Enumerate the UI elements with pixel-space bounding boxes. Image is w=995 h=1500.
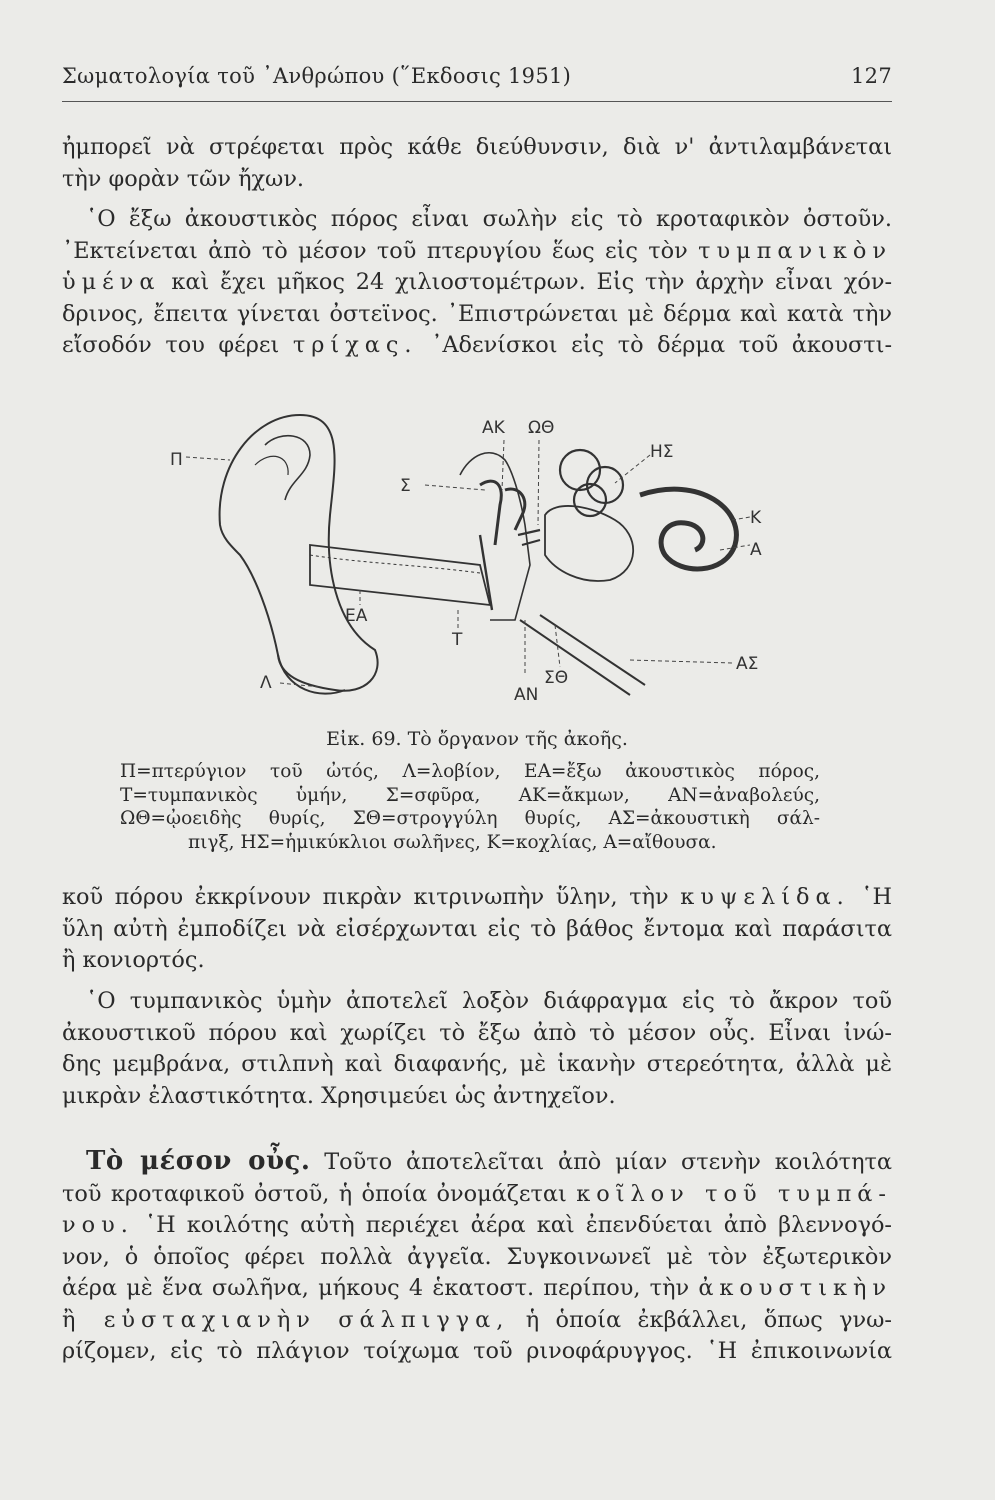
- text-line: [62, 882, 892, 914]
- text-run: ἀέρα μὲ ἕνα σωλῆνα, μήκους 4 ἑκατοστ. περίπου, τὴν: [62, 1275, 690, 1301]
- text-run: ᾿Εκτείνεται ἀπὸ τὸ μέσον τοῦ πτερυγίου ἕως εἰς τὸν: [62, 237, 688, 264]
- text-line: ῾Ο τυμπανικὸς ὑμὴν ἀποτελεῖ λοξὸν διάφραγμα εἰς τὸ ἄκρον τοῦ: [86, 988, 892, 1014]
- section-heading: Τὸ μέσον οὖς.: [86, 1146, 311, 1176]
- figure-caption: Εἰκ. 69. Τὸ ὄργανον τῆς ἀκοῆς.: [326, 728, 628, 750]
- text-run: ῾Η κοιλότης αὐτὴ περιέχει ἀέρα καὶ ἐπενδύεται ἀπὸ βλεννογό-: [144, 1212, 892, 1238]
- text-line: ῾Ο ἔξω ἀκουστικὸς πόρος εἶναι σωλὴν εἰς τὸ κροταφικὸν ὀστοῦν.: [86, 206, 892, 232]
- text-run: τοῦ κροταφικοῦ ὀστοῦ, ἡ ὁποία ὀνομάζεται: [62, 1180, 567, 1207]
- label-tympanic-membrane: Τ: [452, 630, 463, 650]
- ear-anatomy-figure: [160, 405, 800, 720]
- label-oval-window: ΩΘ: [528, 418, 555, 438]
- legend-line: ΩΘ=ᾠοειδὴς θυρίς, ΣΘ=στρογγύλη θυρίς, ΑΣ=ἀκουστικὴ σάλ-: [120, 808, 820, 829]
- label-lobe: Λ: [260, 673, 272, 693]
- text-run: εἴσοδόν του φέρει: [62, 332, 280, 358]
- text-line: ρίζομεν, εἰς τὸ πλάγιον τοίχωμα τοῦ ρινοφάρυγγος. ῾Η ἐπικοινωνία: [62, 1338, 892, 1364]
- text-line: δης μεμβράνα, στιλπνὴ καὶ διαφανής, μὲ ἱκανὴν στερεότητα, ἀλλὰ μὲ: [62, 1051, 892, 1077]
- paragraph-3: [62, 882, 892, 977]
- spaced-term: ἀκουστικὴν: [698, 1275, 892, 1301]
- text-line: [62, 1305, 892, 1337]
- label-stapes: ΑΝ: [514, 685, 539, 705]
- paragraph-4: [62, 986, 892, 1112]
- text-run: κοῦ πόρου ἐκκρίνουν πικρὰν κιτρινωπὴν ὕλην, τὴν: [62, 884, 669, 910]
- text-run: ῾Η: [861, 884, 892, 910]
- label-round-window: ΣΘ: [544, 668, 569, 688]
- label-ear-canal: ΕΑ: [345, 606, 368, 626]
- text-line: [62, 236, 892, 268]
- text-line: ἠμπορεῖ νὰ στρέφεται πρὸς κάθε διεύθυνσιν, διὰ ν' ἀντιλαμβάνεται: [62, 134, 892, 160]
- semicircular-canal-3: [574, 484, 606, 516]
- label-vestibule: Α: [750, 540, 762, 560]
- label-malleus: Σ: [400, 476, 411, 496]
- text-line: [62, 1273, 892, 1305]
- text-line: ἢ κονιορτός.: [62, 947, 205, 973]
- text-line: νον, ὁ ὁποῖος φέρει πολλὰ ἀγγεῖα. Συγκοινωνεῖ μὲ τὸν ἐξωτερικὸν: [62, 1243, 892, 1270]
- label-pinna: Π: [170, 450, 183, 470]
- text-line: ὕλη αὐτὴ ἐμποδίζει νὰ εἰσέρχωνται εἰς τὸ βάθος ἔντομα καὶ παράσιτα: [62, 915, 892, 942]
- text-run: ᾿Αδενίσκοι εἰς τὸ δέρμα τοῦ ἀκουστι-: [431, 332, 893, 358]
- paragraph-1: [62, 132, 892, 195]
- text-line: [62, 1210, 892, 1242]
- legend-line: Τ=τυμπανικὸς ὑμήν, Σ=σφῦρα, ΑΚ=ἄκμων, ΑΝ=ἀναβολεύς,: [120, 784, 820, 806]
- text-line: [62, 1179, 892, 1211]
- label-cochlea: Κ: [750, 508, 762, 528]
- spaced-term: τρίχας.: [292, 332, 418, 358]
- stapes: [518, 530, 540, 545]
- text-line: [62, 267, 892, 299]
- spaced-term: κοῖλον τοῦ τυμπά-: [576, 1180, 892, 1207]
- label-incus: ΑΚ: [482, 418, 505, 438]
- text-line: δρινος, ἔπειτα γίνεται ὀστεϊνος. ᾿Επιστρώνεται μὲ δέρμα καὶ κατὰ τὴν: [62, 300, 892, 327]
- header-rule: [62, 101, 892, 102]
- spaced-term: κυψελίδα.: [680, 884, 850, 910]
- page-number: 127: [851, 64, 892, 88]
- spaced-term: ἢ εὐσταχιανὴν σάλπιγγα,: [62, 1306, 510, 1333]
- text-line: μικρὰν ἐλαστικότητα. Χρησιμεύει ὡς ἀντηχεῖον.: [62, 1082, 616, 1109]
- text-line: [62, 1146, 892, 1179]
- malleus: [480, 481, 501, 545]
- legend-line: Π=πτερύγιον τοῦ ὠτός, Λ=λοβίον, ΕΑ=ἔξω ἀκουστικὸς πόρος,: [120, 761, 820, 782]
- ear-diagram: [160, 405, 800, 720]
- running-title: Σωματολογία τοῦ ᾿Ανθρώπου (῞Εκδοσις 1951): [62, 64, 572, 88]
- paragraph-2: [62, 204, 892, 362]
- pinna-outline: [220, 415, 378, 691]
- vestibule: [545, 506, 633, 581]
- legend-line: πιγξ, ΗΣ=ἡμικύκλιοι σωλῆνες, Κ=κοχλίας, Α=αἴθουσα.: [188, 831, 717, 853]
- text-line: τὴν φορὰν τῶν ἤχων.: [62, 165, 305, 192]
- eustachian-tube: [520, 615, 645, 695]
- spaced-term: ὑμένα: [62, 269, 161, 295]
- label-semicircular-canals: ΗΣ: [650, 442, 674, 462]
- text-line: [62, 330, 892, 362]
- spaced-term: νου.: [62, 1212, 134, 1238]
- text-line: ἀκουστικοῦ πόρου καὶ χωρίζει τὸ ἔξω ἀπὸ τὸ μέσον οὖς. Εἶναι ἰνώ-: [62, 1019, 892, 1046]
- text-run: ἡ ὁποία ἐκβάλλει, ὅπως γνω-: [525, 1306, 892, 1333]
- spaced-term: τυμπανικὸν: [698, 237, 892, 264]
- text-run: Τοῦτο ἀποτελεῖται ἀπὸ μίαν στενὴν κοιλότητα: [324, 1149, 892, 1175]
- text-run: καὶ ἔχει μῆκος 24 χιλιοστομέτρων. Εἰς τὴν ἀρχὴν εἶναι χόν-: [171, 269, 893, 295]
- label-eustachian-tube: ΑΣ: [736, 654, 759, 674]
- paragraph-5: [62, 1146, 892, 1368]
- figure-legend: [120, 760, 820, 854]
- pinna-fold: [255, 456, 288, 475]
- cochlea: [640, 489, 736, 569]
